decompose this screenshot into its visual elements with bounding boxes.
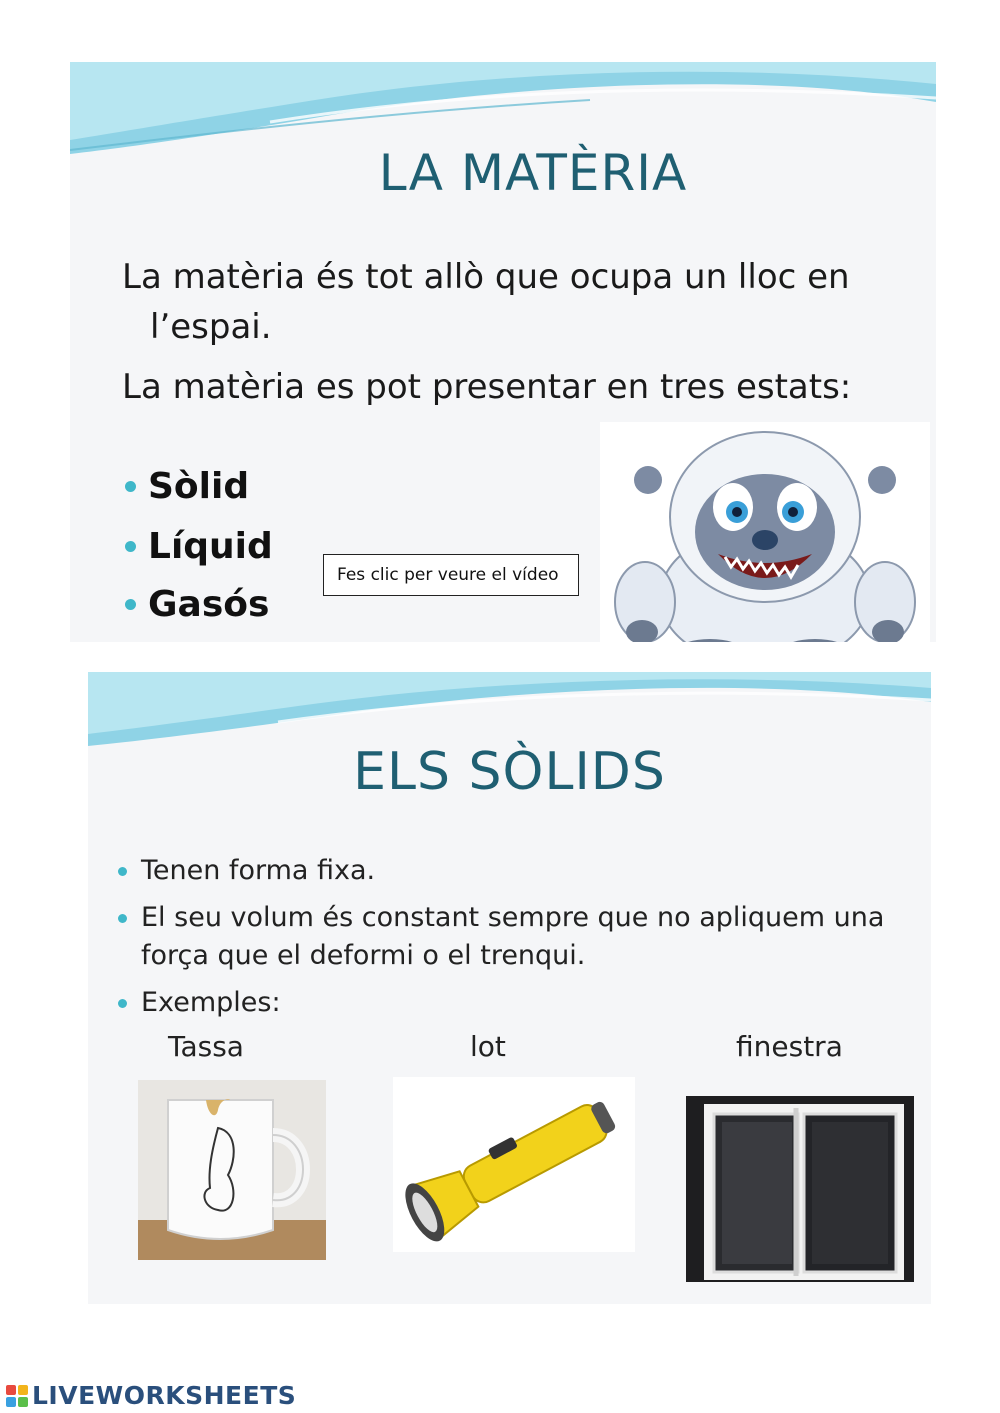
bullet-item	[118, 852, 898, 890]
bullet-text: El seu volum és constant sempre que no apliquem una força que el deformi o el trenqui.	[141, 902, 885, 971]
bullet-dot-icon	[118, 999, 127, 1008]
video-link-button[interactable]: Fes clic per veure el vídeo	[323, 554, 579, 596]
state-item-gas	[125, 584, 269, 625]
state-item-solid	[125, 466, 249, 507]
yeti-illustration	[600, 422, 930, 642]
bullet-dot-icon	[125, 599, 136, 610]
definition-text: La matèria és tot allò que ocupa un lloc en l’espai.	[122, 257, 850, 347]
states-intro-text: La matèria es pot presentar en tres estats:	[122, 367, 852, 407]
bullet-text: Exemples:	[141, 987, 281, 1018]
slide-els-solids	[88, 672, 931, 1304]
slide-title: LA MATÈRIA	[378, 144, 688, 202]
slide-la-materia	[70, 62, 936, 642]
state-label: Sòlid	[148, 466, 250, 507]
window-image	[686, 1096, 914, 1282]
bullet-dot-icon	[118, 914, 127, 923]
wave-decoration	[88, 672, 931, 752]
logo-text: LIVEWORKSHEETS	[32, 1381, 297, 1410]
bullet-dot-icon	[125, 481, 136, 492]
slide-title: ELS SÒLIDS	[353, 742, 666, 802]
state-label: Líquid	[148, 526, 273, 567]
example-caption-mug: Tassa	[168, 1030, 244, 1063]
example-caption-window: finestra	[736, 1030, 843, 1063]
state-label: Gasós	[148, 584, 270, 625]
mug-image	[138, 1080, 326, 1260]
flashlight-image	[393, 1077, 635, 1252]
example-caption-flashlight: lot	[470, 1030, 506, 1063]
bullet-dot-icon	[125, 541, 136, 552]
state-item-liquid	[125, 526, 273, 567]
bullet-dot-icon	[118, 867, 127, 876]
logo-icon	[6, 1385, 28, 1407]
bullet-item	[118, 899, 898, 975]
bullet-item	[118, 984, 898, 1022]
liveworksheets-logo	[6, 1381, 296, 1410]
bullet-text: Tenen forma fixa.	[141, 855, 376, 886]
